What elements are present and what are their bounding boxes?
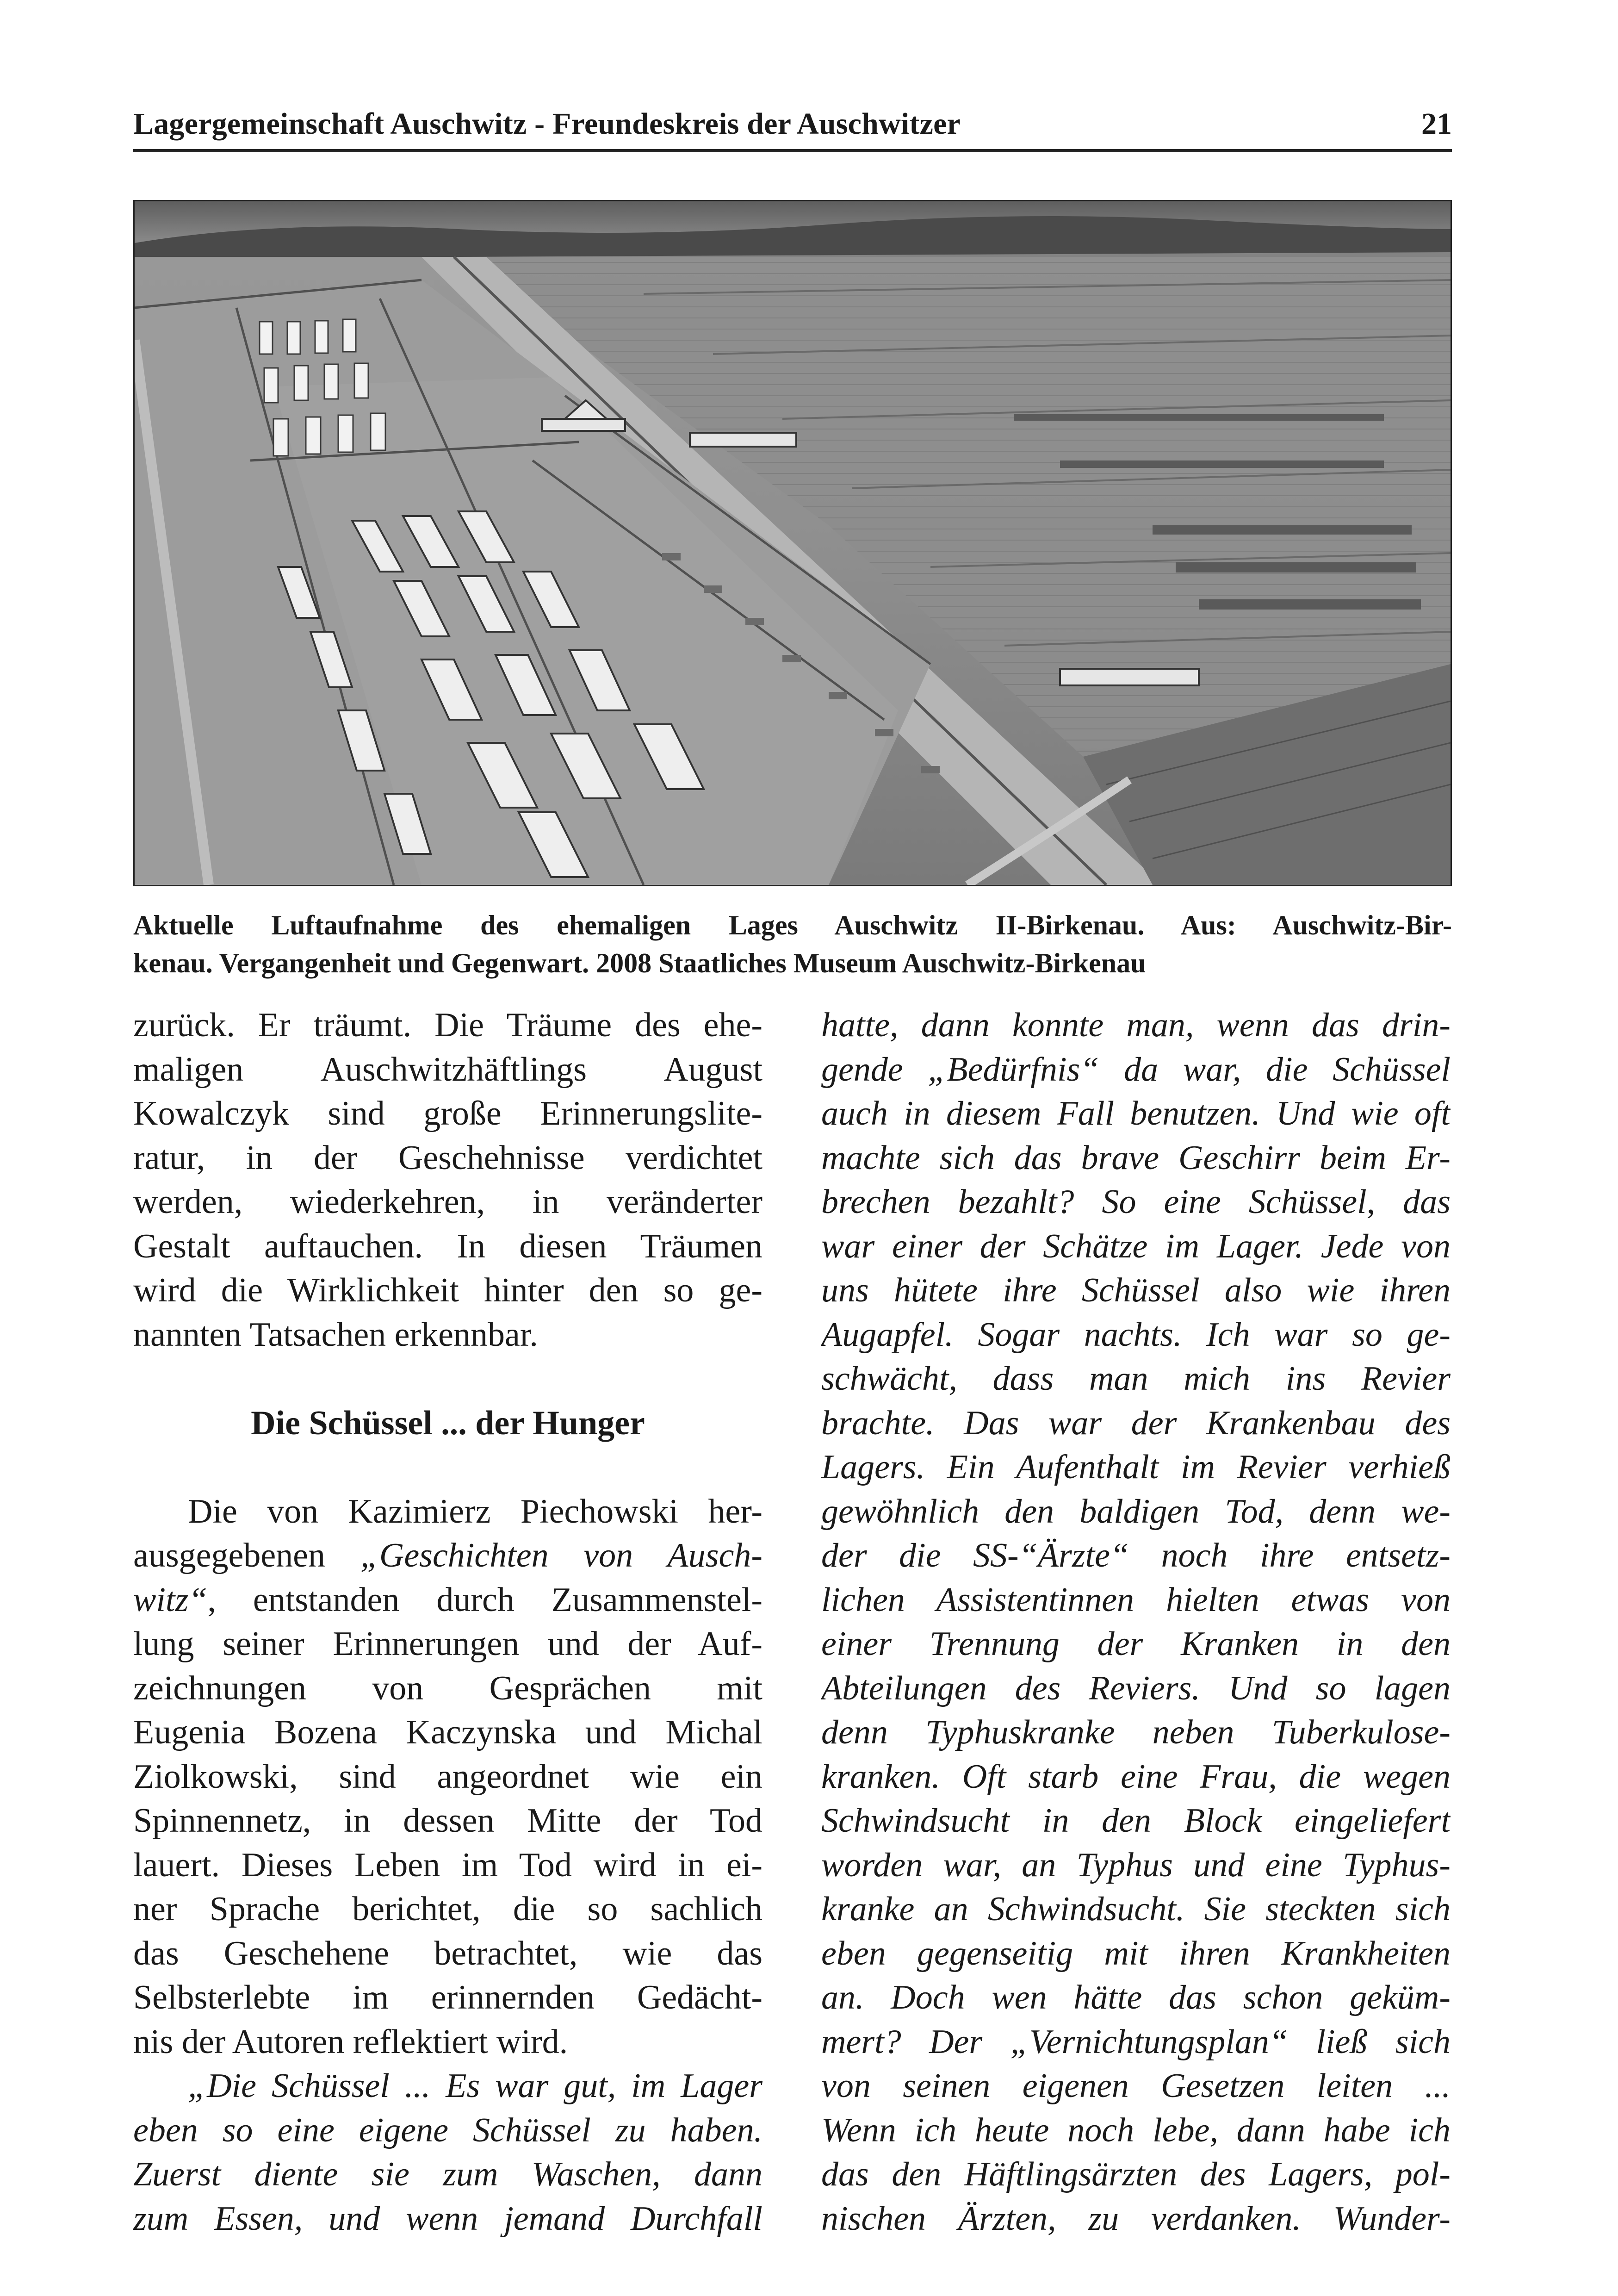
quote-line: hatte, dann konnte man, wenn das drin- (821, 1006, 1451, 1044)
text-line: maligen Auschwitzhäftlings August (133, 1050, 763, 1089)
text-line: Selbsterlebte im erinnernden Gedächt- (133, 1979, 763, 2016)
page-number: 21 (1421, 107, 1452, 141)
book-title: „Geschichten von Ausch- (360, 1537, 763, 1574)
quote-line: auch in diesem Fall benutzen. Und wie oft (821, 1095, 1451, 1132)
text-line: nannten Tatsachen erkennbar. (133, 1315, 538, 1354)
quote-line: machte sich das brave Geschirr beim Er- (821, 1139, 1451, 1177)
text-line (133, 1534, 763, 1578)
text-line: lauert. Dieses Leben im Tod wird in ei- (133, 1846, 763, 1884)
quote-line: von seinen eigenen Gesetzen leiten ... (821, 2067, 1451, 2105)
quote-line: schwächt, dass man mich ins Revier (821, 1360, 1451, 1398)
blank-line (133, 1357, 763, 1401)
quote-line: gewöhnlich den baldigen Tod, denn we- (821, 1492, 1451, 1531)
text-line: wird die Wirklichkeit hinter den so ge- (133, 1271, 763, 1309)
quote-line: Augapfel. Sogar nachts. Ich war so ge- (821, 1315, 1451, 1354)
quote-line: eben so eine eigene Schüssel zu haben. (133, 2111, 763, 2149)
section-heading: Die Schüssel ... der Hunger (251, 1404, 645, 1442)
quote-line: kranke an Schwindsucht. Sie steckten sich (821, 1890, 1451, 1928)
quote-line: uns hütete ihre Schüssel also wie ihren (821, 1271, 1451, 1309)
quote-line: einer Trennung der Kranken in den (821, 1625, 1451, 1663)
quote-line: „Die Schüssel ... Es war gut, im Lager (188, 2067, 763, 2105)
text-line: zurück. Er träumt. Die Träume des ehe- (133, 1006, 763, 1044)
blank-line (133, 1445, 763, 1490)
quote-line: mert? Der „Vernichtungsplan“ ließ sich (821, 2022, 1451, 2061)
quote-line: an. Doch wen hätte das schon geküm- (821, 1979, 1451, 2016)
quote-line: brachte. Das war der Krankenbau des (821, 1404, 1451, 1442)
quote-line: nischen Ärzten, zu verdanken. Wunder- (821, 2199, 1451, 2238)
quote-line: Abteilungen des Reviers. Und so lagen (821, 1669, 1451, 1707)
text-line: Die von Kazimierz Piechowski her- (188, 1492, 763, 1531)
book-title: witz“ (133, 1580, 208, 1619)
aerial-photo (133, 200, 1452, 886)
text-line: werden, wiederkehren, in veränderter (133, 1183, 763, 1221)
header-title: Lagergemeinschaft Auschwitz - Freundeskreis der Auschwitzer (133, 107, 961, 141)
text-line: nis der Autoren reflektiert wird. (133, 2022, 568, 2061)
text-line: Kowalczyk sind große Erinnerungslite- (133, 1095, 763, 1132)
quote-line: eben gegenseitig mit ihren Krankheiten (821, 1934, 1451, 1972)
left-column (133, 1003, 763, 2241)
quote-line: Schwindsucht in den Block eingeliefert (821, 1802, 1451, 1840)
quote-line: brechen bezahlt? So eine Schüssel, das (821, 1183, 1451, 1221)
quote-line: Wenn ich heute noch lebe, dann habe ich (821, 2111, 1451, 2149)
quote-line: war einer der Schätze im Lager. Jede von (821, 1227, 1451, 1265)
header-rule (133, 149, 1452, 152)
text-line: Eugenia Bozena Kaczynska und Michal (133, 1713, 763, 1751)
text-run: ausgegebenen (133, 1537, 360, 1574)
quote-line: kranken. Oft starb eine Frau, die wegen (821, 1757, 1451, 1796)
running-header (133, 106, 1452, 152)
text-line: lung seiner Erinnerungen und der Auf- (133, 1625, 763, 1663)
right-column (821, 1003, 1451, 2241)
quote-line: das den Häftlingsärzten des Lagers, pol- (821, 2155, 1451, 2193)
text-line (133, 1578, 763, 1623)
text-line: Spinnennetz, in dessen Mitte der Tod (133, 1802, 763, 1840)
quote-line: worden war, an Typhus und eine Typhus- (821, 1846, 1451, 1884)
aerial-photo-graphic (135, 201, 1451, 885)
text-line: das Geschehene betrachtet, wie das (133, 1934, 763, 1972)
photo-caption (133, 906, 1452, 982)
text-line: Ziolkowski, sind angeordnet wie ein (133, 1757, 763, 1796)
quote-line: lichen Assistentinnen hielten etwas von (821, 1580, 1451, 1619)
quote-line: Lagers. Ein Aufenthalt im Revier verhieß (821, 1448, 1451, 1486)
text-line: ratur, in der Geschehnisse verdichtet (133, 1139, 763, 1177)
quote-line: Zuerst diente sie zum Waschen, dann (133, 2155, 763, 2193)
caption-line: kenau. Vergangenheit und Gegenwart. 2008 Staatliches Museum Auschwitz-Birkenau (133, 948, 1146, 978)
quote-line: zum Essen, und wenn jemand Durchfall (133, 2199, 763, 2238)
quote-line: gende „Bedürfnis“ da war, die Schüssel (821, 1050, 1451, 1089)
quote-line: denn Typhuskranke neben Tuberkulose- (821, 1713, 1451, 1751)
text-line: ner Sprache berichtet, die so sachlich (133, 1890, 763, 1928)
quote-line: der die SS-“Ärzte“ noch ihre entsetz- (821, 1537, 1451, 1574)
text-line: zeichnungen von Gesprächen mit (133, 1669, 763, 1707)
text-run: , entstanden durch Zusammenstel- (207, 1580, 763, 1619)
caption-line: Aktuelle Luftaufnahme des ehemaligen Lages Auschwitz II-Birkenau. Aus: Auschwitz-Bir- (133, 910, 1452, 940)
text-line: Gestalt auftauchen. In diesen Träumen (133, 1227, 763, 1265)
